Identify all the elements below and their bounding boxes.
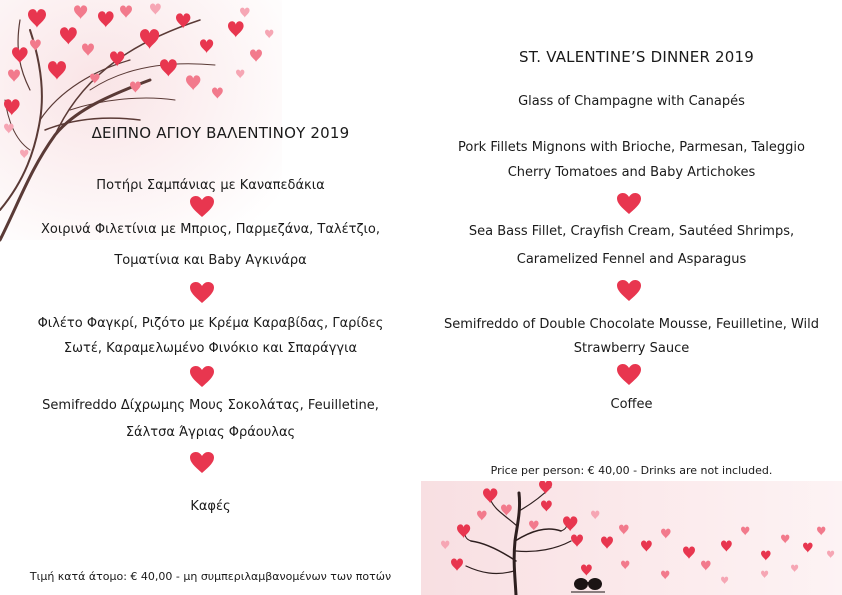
heart-icon [190,452,214,474]
greek-course-3-line-2: Σωτέ, Καραμελωμένο Φινόκιο και Σπαράγγια [63,341,358,356]
heart-icon [190,366,214,388]
english-course-2-line-1: Pork Fillets Mignons with Brioche, Parmesan, Taleggio [458,140,805,155]
greek-course-5: Καφές [190,499,231,514]
greek-course-1: Ποτήρι Σαμπάνιας με Καναπεδάκια [96,178,325,193]
greek-course-2-line-2: Τοματίνια και Baby Αγκινάρα [114,253,307,268]
english-course-5: Coffee [610,397,653,412]
greek-course-3-line-1: Φιλέτο Φαγκρί, Ριζότο με Κρέμα Καραβίδας, Γαρίδες [37,316,384,331]
english-course-3-line-2: Caramelized Fennel and Asparagus [516,252,747,267]
heart-icon [190,282,214,304]
greek-menu-title: ΔΕΙΠΝΟ ΑΓΙΟΥ ΒΑΛΕΝΤΙΝΟΥ 2019 [91,124,350,142]
english-menu-title: ST. VALENTINE’S DINNER 2019 [518,48,755,66]
heart-tree-banner-illustration [421,481,842,595]
english-course-4-line-1: Semifreddo of Double Chocolate Mousse, Feuilletine, Wild [443,317,820,332]
english-course-1: Glass of Champagne with Canapés [518,94,745,109]
greek-course-4-line-1: Semifreddo Δίχρωμης Μους Σοκολάτας, Feuilletine, [42,398,379,413]
greek-course-2-line-1: Χοιρινά Φιλετίνια με Μπριος, Παρμεζάνα, Ταλέτζιο, [40,222,381,237]
english-course-4-line-2: Strawberry Sauce [573,341,690,356]
english-course-2-line-2: Cherry Tomatoes and Baby Artichokes [507,165,756,180]
greek-course-4-line-2: Σάλτσα Άγριας Φράουλας [125,425,296,440]
greek-price-note: Τιμή κατά άτομο: € 40,00 - μη συμπεριλαμβανομένων των ποτών [29,570,392,583]
heart-icon [617,364,641,386]
heart-icon [617,193,641,215]
heart-icon [617,280,641,302]
heart-icon [190,196,214,218]
english-course-3-line-1: Sea Bass Fillet, Crayfish Cream, Sautéed Shrimps, [468,224,795,239]
english-price-note: Price per person: € 40,00 - Drinks are not included. [490,464,773,477]
